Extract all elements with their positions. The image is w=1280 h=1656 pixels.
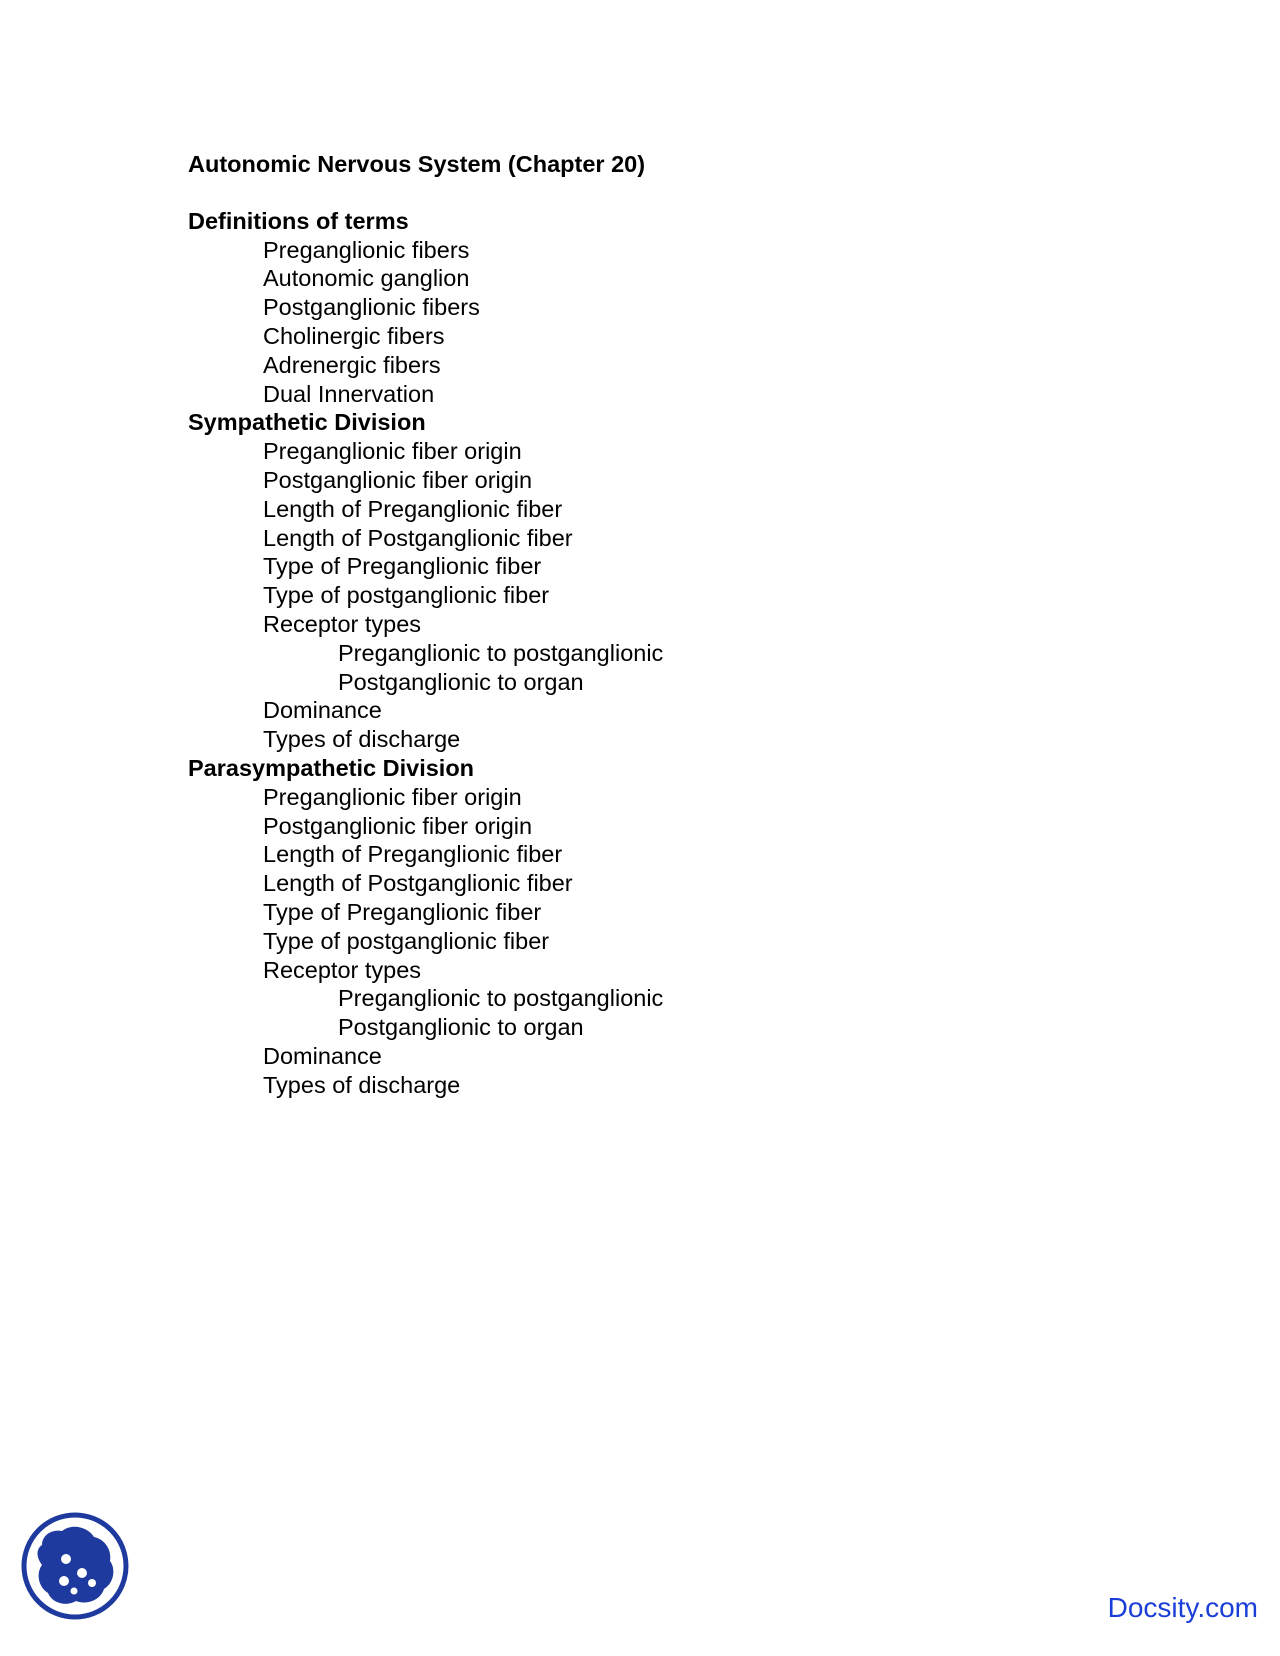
list-item: Length of Preganglionic fiber — [263, 495, 563, 522]
docsity-logo-icon[interactable] — [20, 1511, 130, 1621]
list-item: Preganglionic fiber origin — [263, 438, 522, 465]
document-title: Autonomic Nervous System (Chapter 20) — [188, 151, 646, 177]
list-item: Length of Postganglionic fiber — [263, 870, 573, 897]
list-item: Cholinergic fibers — [263, 322, 445, 349]
list-item: Type of postganglionic fiber — [263, 927, 550, 954]
sub-list-item: Postganglionic to organ — [338, 1014, 584, 1041]
section-heading-definitions: Definitions of terms — [188, 207, 409, 234]
list-item: Adrenergic fibers — [263, 351, 441, 378]
list-item: Length of Postganglionic fiber — [263, 524, 573, 551]
list-item: Type of Preganglionic fiber — [263, 553, 542, 580]
list-item: Dominance — [263, 697, 382, 724]
section-heading-sympathetic: Sympathetic Division — [188, 409, 426, 436]
list-item: Types of discharge — [263, 1071, 461, 1098]
list-item: Types of discharge — [263, 726, 461, 753]
docsity-brand-link[interactable]: Docsity.com — [1107, 1592, 1258, 1623]
sub-list-item: Preganglionic to postganglionic — [338, 985, 664, 1012]
list-item: Postganglionic fiber origin — [263, 466, 533, 493]
list-item: Preganglionic fiber origin — [263, 783, 522, 810]
section-heading-parasympathetic: Parasympathetic Division — [188, 754, 475, 781]
list-item: Dominance — [263, 1042, 382, 1069]
list-item: Type of postganglionic fiber — [263, 582, 550, 609]
list-item: Receptor types — [263, 956, 422, 983]
document-body — [188, 150, 1088, 1100]
list-item: Length of Preganglionic fiber — [263, 841, 563, 868]
list-item: Type of Preganglionic fiber — [263, 898, 542, 925]
list-item: Postganglionic fiber origin — [263, 812, 533, 839]
sub-list-item: Postganglionic to organ — [338, 668, 584, 695]
list-item: Preganglionic fibers — [263, 236, 470, 263]
list-item: Dual Innervation — [263, 380, 435, 407]
sub-list-item: Preganglionic to postganglionic — [338, 639, 664, 666]
list-item: Autonomic ganglion — [263, 265, 470, 292]
list-item: Postganglionic fibers — [263, 294, 480, 321]
list-item: Receptor types — [263, 610, 422, 637]
